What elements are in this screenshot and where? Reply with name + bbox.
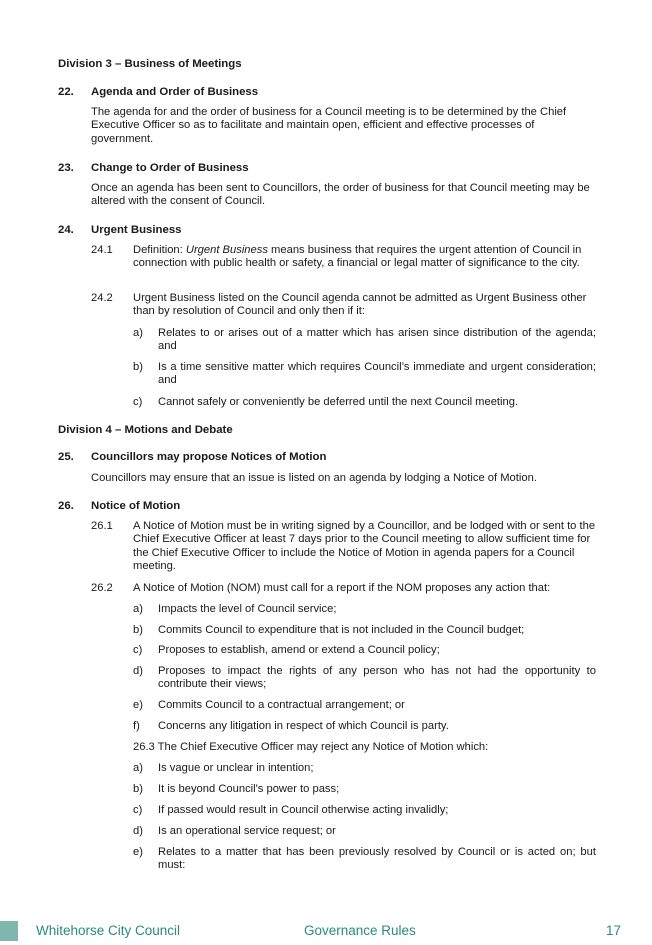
urgent-business-term: Urgent Business [185,244,268,256]
clause-24-1-number: 24.1 [91,244,113,256]
clause-24-1-text [133,244,597,271]
list-item-letter: b) [133,624,143,636]
list-item-letter: d) [133,825,143,837]
list-item-letter: a) [133,762,143,774]
footer-document-title: Governance Rules [304,923,416,938]
list-item-letter: b) [133,783,143,795]
section-23-title: Change to Order of Business [91,162,249,174]
clause-26-1-text: A Notice of Motion must be in writing signed by a Councillor, and be lodged with or sent to the Chief Executive Officer at least 7 days prior to the Council meeting to allow sufficient time for the Chief Executive Officer to include the Notice of Motion in agenda papers for a Council meeting. [133,520,596,572]
division-4-heading: Division 4 – Motions and Debate [58,424,233,436]
list-item-letter: b) [133,361,143,373]
list-item-text: Is an operational service request; or [158,825,336,837]
list-item-text: Relates to a matter that has been previously resolved by Council or is acted on; but must: [158,846,596,872]
section-24-title: Urgent Business [91,224,182,236]
section-25-title: Councillors may propose Notices of Motion [91,451,327,463]
section-26-number: 26. [58,500,74,512]
section-22-title: Agenda and Order of Business [91,86,259,98]
section-26-title: Notice of Motion [91,500,181,512]
clause-26-3-text: 26.3 The Chief Executive Officer may reject any Notice of Motion which: [133,741,489,753]
list-item-text: Commits Council to a contractual arrangement; or [158,699,405,711]
list-item-text: Concerns any litigation in respect of which Council is party. [158,720,449,732]
list-item-text: Is a time sensitive matter which requires Council’s immediate and urgent consideration; and [158,361,596,387]
clause-24-1-prefix: Definition: [133,244,186,256]
list-item-text: Proposes to impact the rights of any person who has not had the opportunity to contribute their views; [158,665,596,691]
list-item-text: Impacts the level of Council service; [158,603,337,615]
section-25-text: Councillors may ensure that an issue is listed on an agenda by lodging a Notice of Motion. [91,472,537,484]
list-item-text: If passed would result in Council otherwise acting invalidly; [158,804,449,816]
clause-24-2-text: Urgent Business listed on the Council agenda cannot be admitted as Urgent Business other than by resolution of Council and only then if it: [133,292,587,318]
section-24-number: 24. [58,224,74,236]
list-item-text: Relates to or arises out of a matter which has arisen since distribution of the agenda; and [158,327,596,353]
section-25-number: 25. [58,451,74,463]
section-22-text: The agenda for and the order of business for a Council meeting is to be determined by the Chief Executive Officer so as to facilitate and maintain open, efficient and effective processes of government. [91,106,567,145]
division-3-heading: Division 3 – Business of Meetings [58,58,242,70]
footer-organisation: Whitehorse City Council [36,923,181,938]
footer-accent-bar [0,921,18,941]
clause-26-2-number: 26.2 [91,582,113,594]
clause-24-2-number: 24.2 [91,292,113,304]
list-item-letter: f) [133,720,140,732]
footer-page-number: 17 [606,923,622,938]
list-item-letter: c) [133,644,143,656]
list-item-letter: c) [133,804,143,816]
list-item-letter: e) [133,846,143,858]
list-item-text: Cannot safely or conveniently be deferred until the next Council meeting. [158,396,519,408]
clause-26-2-text: A Notice of Motion (NOM) must call for a report if the NOM proposes any action that: [133,582,551,594]
list-item-text: Commits Council to expenditure that is not included in the Council budget; [158,624,525,636]
section-22-number: 22. [58,86,74,98]
list-item-text: It is beyond Council's power to pass; [158,783,340,795]
clause-26-1-number: 26.1 [91,520,113,532]
section-23-text: Once an agenda has been sent to Councillors, the order of business for that Council meeting may be altered with the consent of Council. [91,182,590,208]
list-item-letter: a) [133,603,143,615]
section-23-number: 23. [58,162,74,174]
list-item-letter: d) [133,665,143,677]
list-item-letter: e) [133,699,143,711]
list-item-letter: a) [133,327,143,339]
list-item-text: Is vague or unclear in intention; [158,762,314,774]
list-item-text: Proposes to establish, amend or extend a Council policy; [158,644,440,656]
list-item-letter: c) [133,396,143,408]
clause-24-1-rest: means business that requires the urgent attention of Council in connection with public health or safety, a financial or legal matter of significance to the city. [133,244,582,270]
